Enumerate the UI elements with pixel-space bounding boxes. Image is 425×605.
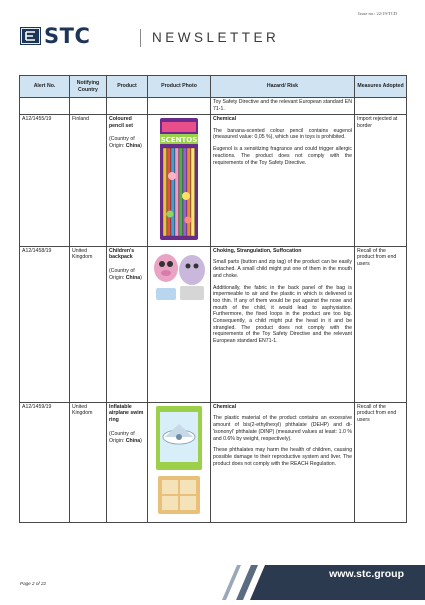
- newsletter-title: NEWSLETTER: [152, 30, 280, 45]
- photo-brand-text: SCENTOS: [160, 136, 198, 144]
- notifying-country: United Kingdom: [70, 246, 107, 402]
- table-row: [20, 402, 407, 522]
- hazard-paragraph: Eugenol is a sensitizing fragrance and could trigger allergic reactions. The product does not comply with the requirements of the Toy Safety Directive.: [213, 146, 352, 166]
- continuation-text: Toy Safety Directive and the relevant European standard EN 71-1.: [211, 98, 355, 115]
- table-row-continuation: [20, 98, 407, 115]
- header-divider: [140, 29, 141, 47]
- col-header-country: Notifying Country: [70, 76, 107, 98]
- measures-adopted: Recall of the product from end users: [355, 246, 407, 402]
- product-cell: [107, 115, 148, 247]
- table-header-row: [20, 76, 407, 98]
- country-of-origin: (Country of Origin: China): [109, 268, 142, 281]
- col-header-hazard: Hazard/ Risk: [211, 76, 355, 98]
- issue-number: Issue no.: 22/19/TCD: [358, 11, 397, 16]
- hazard-cell: [211, 246, 355, 402]
- country-of-origin: (Country of Origin: China): [109, 136, 142, 150]
- hazard-title: Choking, Strangulation, Suffocation: [213, 247, 302, 254]
- logo-text: STC: [44, 24, 91, 48]
- table-row: [20, 115, 407, 247]
- hazard-paragraph: The plastic material of the product contains an excessive amount of bis(2-ethylhexyl) phthalate (DEHP) and di-'isononyl' phthalate (DINP) (measured values at least: 1.0 % and 0.6% by weight, respectively).: [213, 415, 352, 442]
- hazard-paragraph: Small parts (button and zip tag) of the product can be easily detached. A small child might put one of them in the mouth and choke.: [213, 259, 352, 279]
- alerts-table: [19, 75, 407, 523]
- hazard-title: Chemical: [213, 116, 237, 122]
- stc-logo-mark-icon: [20, 27, 41, 45]
- col-header-product: Product: [107, 76, 148, 98]
- product-photo-pencils: [148, 115, 211, 247]
- country-of-origin: (Country of Origin: China): [109, 430, 142, 444]
- notifying-country: United Kingdom: [70, 402, 107, 522]
- hazard-paragraph: The banana-scented colour pencil contains eugenol (measured value: 0,05 %), which use in toys is prohibited.: [213, 127, 352, 141]
- page-number: Page 2 of 22: [20, 581, 47, 586]
- notifying-country: Finland: [70, 115, 107, 247]
- hazard-paragraph: These phthalates may harm the health of children, causing possible damage to their reproductive system and liver. The product does not comply with the REACH Regulation.: [213, 447, 352, 467]
- col-header-alert: Alert No.: [20, 76, 70, 98]
- alert-number: A12/1458/19: [20, 246, 70, 402]
- alert-number: A12/1459/19: [20, 402, 70, 522]
- hazard-cell: [211, 115, 355, 247]
- col-header-photo: Product Photo: [148, 76, 211, 98]
- product-photo-swim-ring: [148, 402, 211, 522]
- hazard-paragraph: Additionally, the fabric in the back panel of the bag is impermeable to air and the plastic in which is delivered is too thin. If any of them would be put against the nose and mouth of the child, it would lead to asphyxiation. Furthermore, the fixed loops in the product are too big. Consequently, a child might put the head in it and be strangled. The product does not comply with the requirements of the Toy Safety Directive and the relevant European standard EN71-1.: [213, 284, 352, 345]
- product-name: Inflatable airplane swim ring: [109, 403, 144, 424]
- hazard-cell: [211, 402, 355, 522]
- measures-adopted: Recall of the product from end users: [355, 402, 407, 522]
- alert-number: A12/1455/19: [20, 115, 70, 247]
- product-cell: [107, 402, 148, 522]
- col-header-measures: Measures Adopted: [355, 76, 407, 98]
- stc-logo: [20, 24, 91, 48]
- website-link[interactable]: www.stc.group: [329, 568, 404, 580]
- product-name: Children's backpack: [109, 247, 135, 261]
- product-photo-backpack: [148, 246, 211, 402]
- table-row: [20, 246, 407, 402]
- product-name: Coloured pencil set: [109, 116, 133, 129]
- hazard-title: Chemical: [213, 403, 237, 410]
- product-cell: [107, 246, 148, 402]
- measures-adopted: Import rejected at border: [355, 115, 407, 247]
